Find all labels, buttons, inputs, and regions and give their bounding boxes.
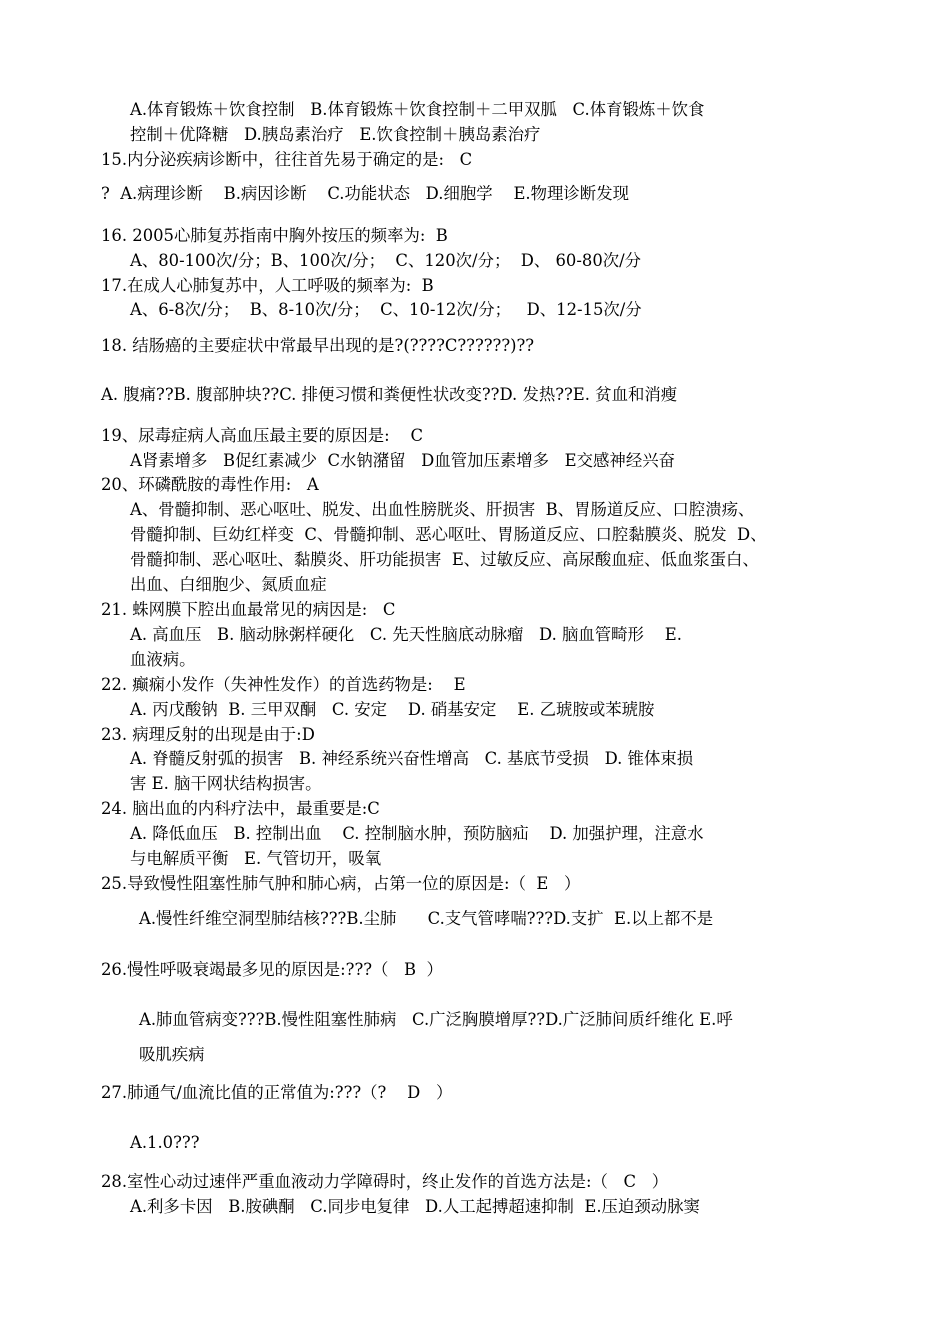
text-line: 20、环磷酰胺的毒性作用: A [101,475,319,494]
text-line: 骨髓抑制、恶心呕吐、黏膜炎、肝功能损害 E、过敏反应、高尿酸血症、低血浆蛋白、 [130,550,759,569]
text-line: A、6-8次/分； B、8-10次/分； C、10-12次/分； D、12-15次/分 [130,300,642,319]
text-line: 22. 癫痫小发作（失神性发作）的首选药物是: E [101,675,466,694]
text-line: A. 腹痛??B. 腹部肿块??C. 排便习惯和粪便性状改变??D. 发热??E. 贫血和消瘦 [101,385,678,404]
text-line: 15.内分泌疾病诊断中，往往首先易于确定的是: C [101,150,473,169]
text-line: A肾素增多 B促红素减少 C水钠潴留 D血管加压素增多 E交感神经兴奋 [130,451,675,470]
text-line: A. 高血压 B. 脑动脉粥样硬化 C. 先天性脑底动脉瘤 D. 脑血管畸形 E. [130,625,682,644]
text-line: 害 E. 脑干网状结构损害。 [130,774,322,793]
text-line: A、骨髓抑制、恶心呕吐、脱发、出血性膀胱炎、肝损害 B、胃肠道反应、口腔溃疡、 [130,500,755,519]
text-line: 与电解质平衡 E. 气管切开，吸氧 [130,849,382,868]
text-line: 17.在成人心肺复苏中，人工呼吸的频率为: B [101,276,434,295]
text-line: 血液病。 [130,650,196,669]
text-line: A.1.0??? [130,1133,200,1152]
text-line: A.利多卡因 B.胺碘酮 C.同步电复律 D.人工起搏超速抑制 E.压迫颈动脉窦 [130,1197,700,1216]
text-line: A.体育锻炼＋饮食控制 B.体育锻炼＋饮食控制＋二甲双胍 C.体育锻炼＋饮食 [130,100,705,119]
text-line: 16. 2005心肺复苏指南中胸外按压的频率为: B [101,226,448,245]
text-line: 23. 病理反射的出现是由于:D [101,725,315,744]
text-line: 27.肺通气/血流比值的正常值为:???（? D ） [101,1083,453,1102]
text-line: 24. 脑出血的内科疗法中，最重要是:C [101,799,380,818]
text-line: 吸肌疾病 [139,1045,205,1064]
text-line: 18. 结肠癌的主要症状中常最早出现的是?(????C??????)?? [101,336,535,355]
text-line: 25.导致慢性阻塞性肺气肿和肺心病，占第一位的原因是:（ E ） [101,874,581,893]
text-line: 19、尿毒症病人高血压最主要的原因是: C [101,426,424,445]
text-line: 骨髓抑制、巨幼红样变 C、骨髓抑制、恶心呕吐、胃肠道反应、口腔黏膜炎、脱发 D、 [130,525,767,544]
text-line: A. 丙戊酸钠 B. 三甲双酮 C. 安定 D. 硝基安定 E. 乙琥胺或苯琥胺 [130,700,655,719]
text-line: 控制＋优降糖 D.胰岛素治疗 E.饮食控制＋胰岛素治疗 [130,125,541,144]
text-line: A. 降低血压 B. 控制出血 C. 控制脑水肿，预防脑疝 D. 加强护理，注意水 [130,824,704,843]
text-line: 28.室性心动过速伴严重血液动力学障碍时，终止发作的首选方法是:（ C ） [101,1172,669,1191]
text-line: 26.慢性呼吸衰竭最多见的原因是:???（ B ） [101,960,443,979]
text-line: A. 脊髓反射弧的损害 B. 神经系统兴奋性增高 C. 基底节受损 D. 锥体束损 [130,749,694,768]
text-line: A.肺血管病变???B.慢性阻塞性肺病 C.广泛胸膜增厚??D.广泛肺间质纤维化 E.呼 [139,1010,733,1029]
text-line: ? A.病理诊断 B.病因诊断 C.功能状态 D.细胞学 E.物理诊断发现 [101,184,629,203]
text-line: 21. 蛛网膜下腔出血最常见的病因是: C [101,600,396,619]
text-line: 出血、白细胞少、氮质血症 [130,575,327,594]
text-line: A、80-100次/分；B、100次/分； C、120次/分； D、 60-80次/分 [130,251,642,270]
text-line: A.慢性纤维空洞型肺结核???B.尘肺 C.支气管哮喘???D.支扩 E.以上都不是 [139,909,714,928]
